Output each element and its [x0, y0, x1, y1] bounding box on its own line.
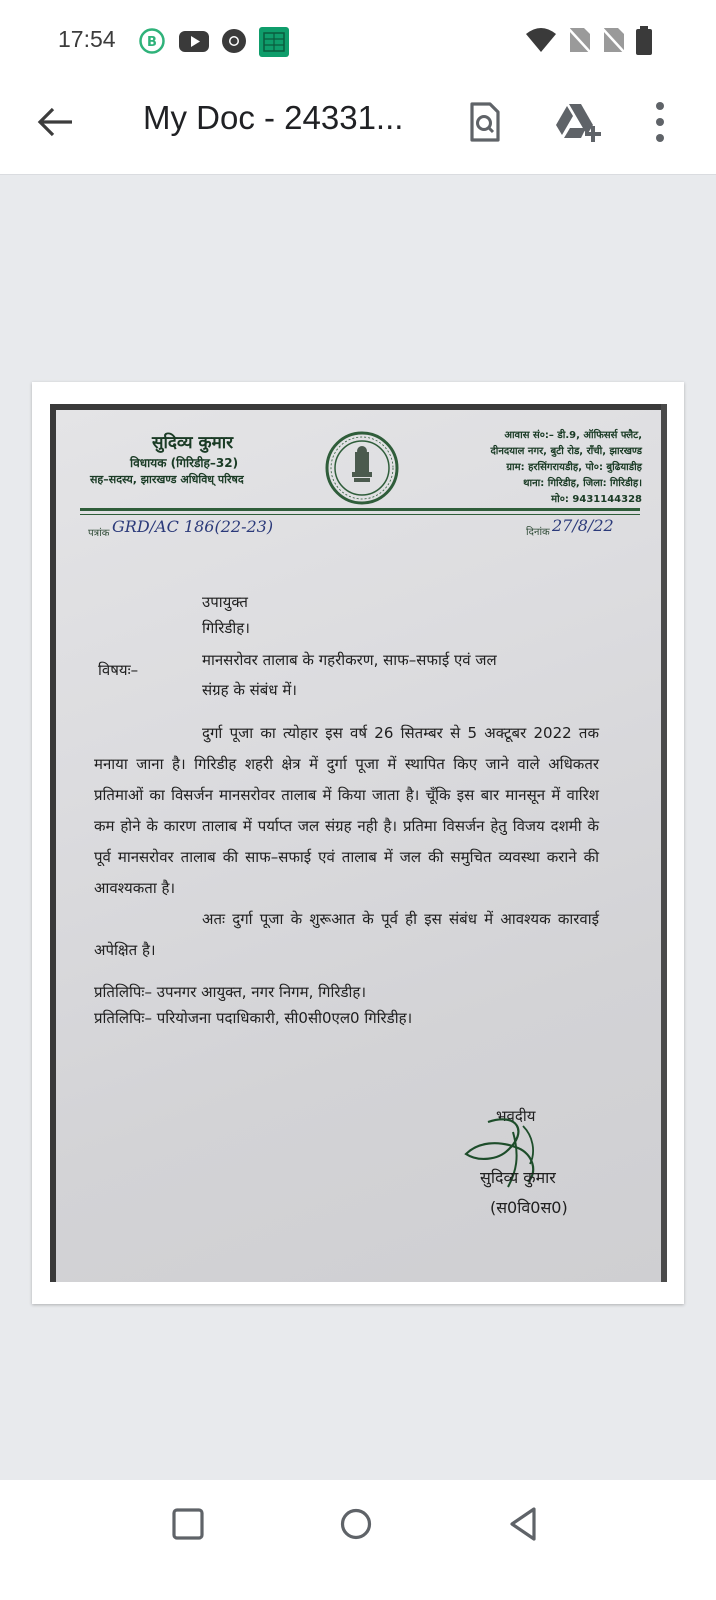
- wifi-icon: [524, 26, 558, 54]
- signatory-name: सुदिव्य कुमार: [480, 1168, 556, 1187]
- letterhead-rule: [80, 508, 640, 511]
- address-line: ग्राम: हरसिंगरायडीह, पो०: बुढियाडीह: [506, 462, 642, 473]
- letter-photo: [50, 404, 667, 1282]
- recipient-line: गिरिडीह।: [202, 619, 250, 637]
- letterhead-name: सुदिव्य कुमार: [152, 433, 234, 453]
- home-circle-icon[interactable]: [336, 1504, 376, 1544]
- letterhead-role2: सह–सदस्य, झारखण्ड अधिविध् परिषद: [90, 473, 244, 486]
- more-vert-icon[interactable]: [636, 98, 684, 146]
- recipient-line: उपायुक्त: [202, 593, 248, 611]
- photo-edge: [50, 404, 667, 410]
- photo-edge: [661, 404, 667, 1282]
- document-title: My Doc - 24331...: [143, 99, 404, 136]
- state-emblem-icon: [322, 430, 402, 506]
- document-search-icon[interactable]: [460, 98, 508, 146]
- b-chat-icon: [138, 27, 166, 55]
- address-line: दीनदयाल नगर, बुटी रोड, राँची, झारखण्ड: [490, 446, 642, 457]
- back-triangle-icon[interactable]: [504, 1504, 544, 1544]
- address-line: थाना: गिरिडीह, जिला: गिरिडीह।: [523, 478, 642, 489]
- letterhead-address: [490, 428, 642, 508]
- body-paragraph: अतः दुर्गा पूजा के शुरूआत के पूर्व ही इस संबंध में आवश्यक कारवाई अपेक्षित है।: [94, 910, 599, 959]
- ref-number: GRD/AC 186(22-23): [112, 517, 274, 536]
- body-paragraph: दुर्गा पूजा का त्योहार इस वर्ष 26 सितम्बर से 5 अक्टूबर 2022 तक मनाया जाना है। गिरिडीह शहरी क्षेत्र में दुर्गा पूजा में स्थापित किए जाने वाले अधिकतर प्रतिमाओं का विसर्जन मानसरोवर तालाब में किया जाता है। चूँकि इस बार मानसून में वारिश कम होने के कारण तालाब में पर्याप्त जल संग्रह नही है। प्रतिमा विसर्जन हेतु विजय दशमी के पूर्व मानसरोवर तालाब की साफ–सफाई एवं तालाब में जल की समुचित व्यवस्था कराने की आवश्यकता है।: [94, 724, 599, 897]
- drive-add-icon[interactable]: [553, 98, 601, 146]
- svg-text:B: B: [147, 35, 157, 50]
- ref-label: पत्रांक: [88, 528, 110, 539]
- document-page[interactable]: [32, 382, 684, 1304]
- youtube-icon: [178, 27, 210, 55]
- address-line: आवास सं०:– डी.9, ऑफिसर्स फ्लैट,: [504, 430, 642, 441]
- subject-label: विषयः–: [98, 661, 139, 679]
- letterhead-role: विधायक (गिरिडीह–32): [130, 456, 239, 470]
- battery-icon: [634, 26, 654, 56]
- app-bar: [0, 82, 716, 175]
- subject-line: मानसरोवर तालाब के गहरीकरण, साफ–सफाई एवं जल: [202, 651, 497, 669]
- arrow-left-icon[interactable]: [34, 100, 78, 144]
- status-time: 17:54: [58, 26, 116, 52]
- sheets-icon: [258, 27, 290, 57]
- recents-square-icon[interactable]: [168, 1504, 208, 1544]
- status-bar: [0, 0, 716, 82]
- signatory-title: (स0वि0स0): [490, 1198, 568, 1217]
- subject-line: संग्रह के संबंध में।: [202, 681, 297, 699]
- date-value: 27/8/22: [552, 516, 614, 535]
- chrome-icon: [220, 27, 248, 55]
- address-line: मो०: 9431144328: [551, 494, 642, 505]
- letterhead-rule: [80, 514, 640, 515]
- photo-edge: [50, 404, 56, 1282]
- cc-line: प्रतिलिपिः– उपनगर आयुक्त, नगर निगम, गिरिडीह।: [94, 983, 367, 1001]
- cc-line: प्रतिलिपिः– परियोजना पदाधिकारी, सी0सी0एल0 गिरिडीह।: [94, 1009, 413, 1027]
- date-label: दिनांक: [526, 527, 550, 538]
- no-sim-icon: [600, 26, 626, 54]
- no-sim-icon: [566, 26, 592, 54]
- closing: भवदीय: [496, 1107, 536, 1125]
- navigation-bar: [0, 1480, 716, 1600]
